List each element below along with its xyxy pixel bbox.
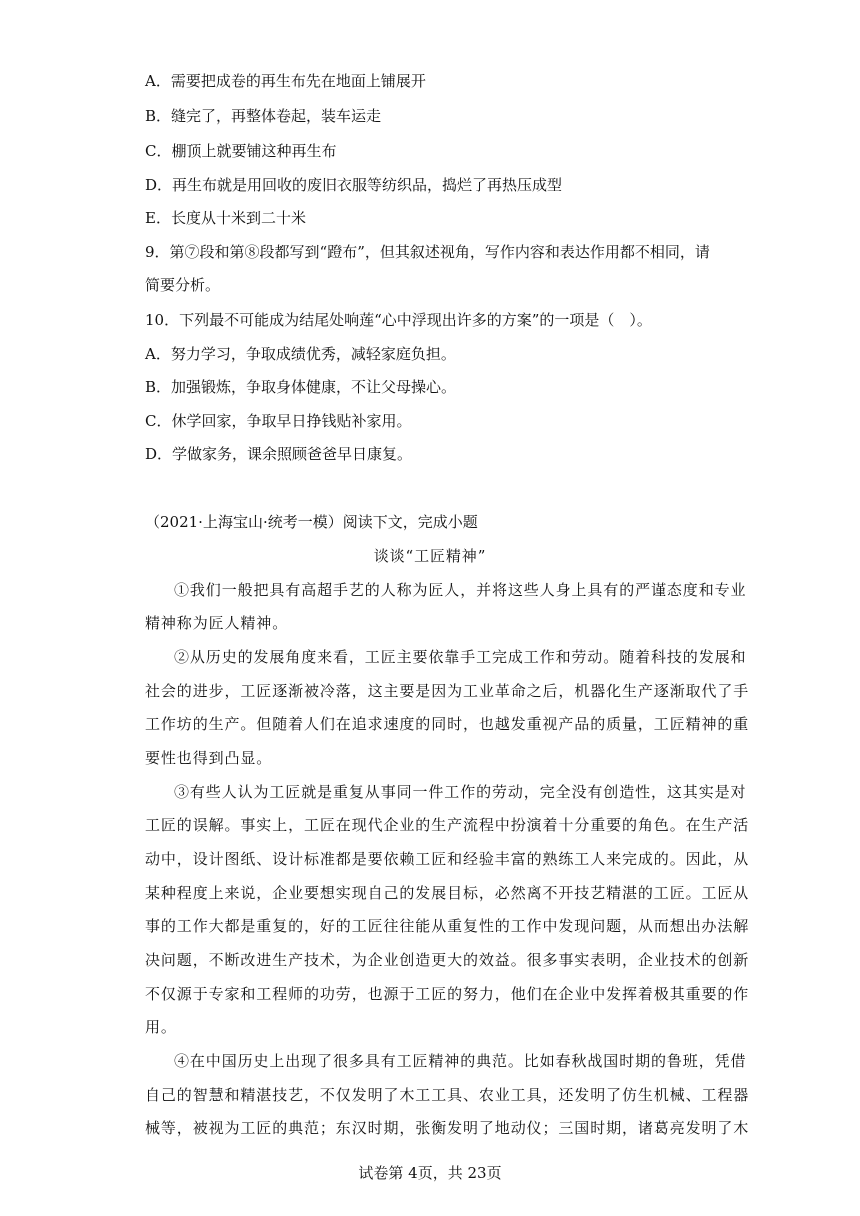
page-footer: 试卷第 4页，共 23页: [358, 1164, 502, 1182]
essay-line: 工匠的误解。事实上，工匠在现代企业的生产流程中扮演着十分重要的角色。在生产活: [145, 816, 750, 834]
q9-stem-line1: 9．第⑦段和第⑧段都写到“蹬布”，但其叙述视角，写作内容和表达作用都不相同，请: [145, 243, 710, 261]
q8-option-e: E．长度从十米到二十米: [145, 209, 306, 227]
essay-line: ②从历史的发展角度来看，工匠主要依靠手工完成工作和劳动。随着科技的发展和: [174, 648, 747, 666]
essay-title: 谈谈“工匠精神”: [373, 547, 487, 565]
q8-option-a: A．需要把成卷的再生布先在地面上铺展开: [145, 72, 426, 90]
q10-option-b: B．加强锻炼，争取身体健康，不让父母操心。: [145, 378, 457, 396]
essay-line: 社会的进步，工匠逐渐被冷落，这主要是因为工业革命之后，机器化生产逐渐取代了手: [145, 682, 750, 700]
essay-line: ④在中国历史上出现了很多具有工匠精神的典范。比如春秋战国时期的鲁班，凭借: [174, 1052, 747, 1070]
q10-option-a: A．努力学习，争取成绩优秀，减轻家庭负担。: [145, 345, 456, 363]
reading-source: （2021·上海宝山·统考一模）阅读下文，完成小题: [145, 513, 478, 531]
essay-line: ①我们一般把具有高超手艺的人称为匠人，并将这些人身上具有的严谨态度和专业: [174, 581, 747, 599]
q9-stem-line2: 简要分析。: [145, 276, 221, 294]
q8-option-b: B．缝完了，再整体卷起，装车运走: [145, 107, 382, 125]
essay-line: 决问题，不断改进生产技术，为企业创造更大的效益。很多事实表明，企业技术的创新: [145, 951, 750, 969]
essay-line: 械等，被视为工匠的典范；东汉时期，张衡发明了地动仪；三国时期，诸葛亮发明了木: [145, 1119, 750, 1137]
essay-line: ③有些人认为工匠就是重复从事同一件工作的劳动，完全没有创造性，这其实是对: [174, 783, 747, 801]
q8-option-c: C．棚顶上就要铺这种再生布: [145, 142, 337, 160]
essay-line: 要性也得到凸显。: [145, 749, 273, 767]
essay-line: 动中，设计图纸、设计标准都是要依赖工匠和经验丰富的熟练工人来完成的。因此，从: [145, 850, 750, 868]
essay-line: 事的工作大都是重复的，好的工匠往往能从重复性的工作中发现问题，从而想出办法解: [145, 917, 750, 935]
q10-stem: 10．下列最不可能成为结尾处响莲“心中浮现出许多的方案”的一项是（ ）。: [145, 311, 652, 329]
essay-line: 自己的智慧和精湛技艺，不仅发明了木工工具、农业工具，还发明了仿生机械、工程器: [145, 1086, 750, 1104]
essay-line: 精神称为匠人精神。: [145, 614, 289, 632]
q10-option-d: D．学做家务，课余照顾爸爸早日康复。: [145, 445, 413, 463]
essay-line: 工作坊的生产。但随着人们在追求速度的同时，也越发重视产品的质量，工匠精神的重: [145, 715, 750, 733]
essay-line: 某种程度上来说，企业要想实现自己的发展目标，必然离不开技艺精湛的工匠。工匠从: [145, 884, 750, 902]
q10-option-c: C．休学回家，争取早日挣钱贴补家用。: [145, 412, 412, 430]
q8-option-d: D．再生布就是用回收的废旧衣服等纺织品，捣烂了再热压成型: [145, 176, 563, 194]
essay-line: 不仅源于专家和工程师的功劳，也源于工匠的努力，他们在企业中发挥着极其重要的作: [145, 985, 750, 1003]
essay-line: 用。: [145, 1018, 177, 1036]
